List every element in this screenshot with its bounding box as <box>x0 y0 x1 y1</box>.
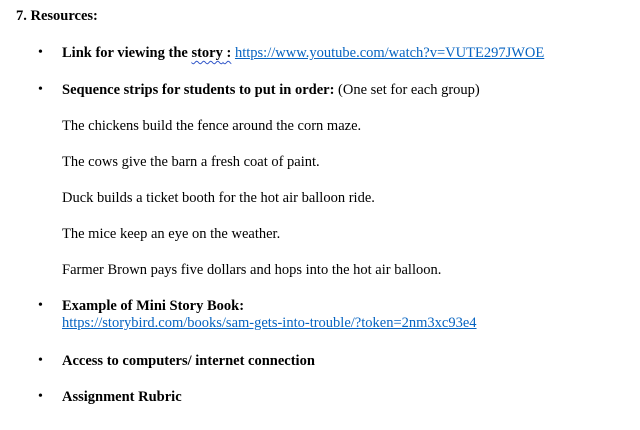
bullet-icon: • <box>38 389 43 404</box>
story-word: story <box>191 45 223 61</box>
sequence-strip: Farmer Brown pays five dollars and hops into the hot air balloon. <box>62 262 442 278</box>
rubric-label: Assignment Rubric <box>62 389 182 405</box>
computers-label: Access to computers/ internet connection <box>62 353 315 369</box>
item-text <box>62 82 480 99</box>
story-link-label: Link for viewing the <box>62 45 192 61</box>
sequence-label: Sequence strips for students to put in order: <box>62 82 335 98</box>
item-text <box>62 298 477 332</box>
list-item-mini-story-book <box>38 298 628 338</box>
bullet-icon: • <box>38 45 43 60</box>
bullet-icon: • <box>38 353 43 368</box>
bullet-icon: • <box>38 298 43 313</box>
storybird-link[interactable]: https://storybird.com/books/sam-gets-into-trouble/?token=2nm3xc93e4 <box>62 315 477 331</box>
sequence-strip: The cows give the barn a fresh coat of paint. <box>62 154 320 170</box>
bullet-icon: • <box>38 82 43 97</box>
sequence-strip: The mice keep an eye on the weather. <box>62 226 281 242</box>
story-colon: : <box>222 45 232 61</box>
item-text <box>62 45 544 62</box>
sequence-strip: Duck builds a ticket booth for the hot air balloon ride. <box>62 190 375 206</box>
youtube-link[interactable]: https://www.youtube.com/watch?v=VUTE297JWOE <box>234 45 545 61</box>
sequence-strip: The chickens build the fence around the corn maze. <box>62 118 362 134</box>
sequence-note: (One set for each group) <box>334 82 480 98</box>
section-heading: 7. Resources: <box>16 8 98 24</box>
mini-book-label: Example of Mini Story Book: <box>62 298 245 314</box>
